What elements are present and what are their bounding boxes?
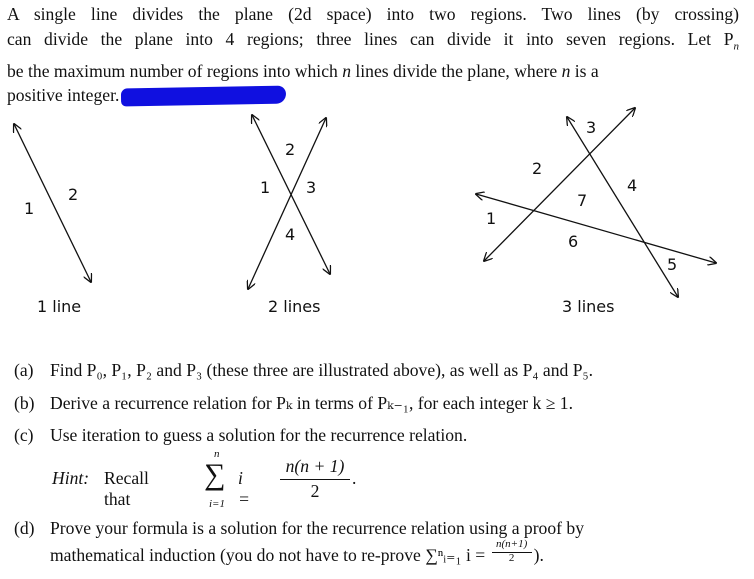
question-d-line-2: [50, 538, 544, 566]
figure3-line-b: [484, 108, 638, 261]
hint-numerator: n(n + 1): [285, 456, 345, 476]
summation-sign: ∑: [204, 458, 226, 491]
caption-1-line: 1 line: [37, 297, 82, 316]
question-a: [14, 360, 593, 381]
intro-line-2-sub: n: [733, 40, 739, 53]
intro-line-4-text: positive integer.: [7, 85, 120, 106]
question-a-text: Find P₀, P₁, P₂ and P₃ (these three are illustrated above), as well as P₄ and P₅.: [50, 360, 594, 380]
fig1-region-1: 1: [24, 199, 35, 218]
intro-line-3a: be the maximum number of regions into which: [7, 60, 343, 81]
intro-line-3c: is a: [570, 60, 599, 81]
caption-3-lines: 3 lines: [562, 297, 615, 316]
intro-var-n2: n: [561, 60, 571, 81]
fig3-region-3: 3: [586, 118, 597, 137]
question-b: [14, 393, 573, 414]
fig3-region-5: 5: [667, 255, 678, 274]
question-b-text: Derive a recurrence relation for Pₖ in terms of Pₖ₋₁, for each integer k ≥ 1.: [50, 393, 574, 413]
question-d-text-1: Prove your formula is a solution for the recurrence relation using a proof by: [50, 518, 585, 538]
fig3-region-6: 6: [568, 232, 579, 251]
intro-line-3: [7, 59, 739, 84]
question-c: [14, 425, 467, 446]
question-c-text: Use iteration to guess a solution for the recurrence relation.: [50, 425, 468, 445]
fig2-region-4: 4: [285, 225, 296, 244]
fig2-region-1: 1: [260, 178, 271, 197]
sum-upper-limit: n: [214, 448, 220, 460]
question-d-tag: (d): [14, 518, 35, 538]
question-d-end: ).: [533, 545, 544, 565]
hint-fraction-bar: [280, 479, 350, 480]
hint-denominator: 2: [310, 481, 320, 501]
d-numerator: n(n+1): [495, 538, 528, 550]
problem-intro: [7, 2, 739, 108]
question-a-tag: (a): [14, 360, 34, 380]
intro-line-3b: lines divide the plane, where: [351, 60, 562, 81]
fig3-region-7: 7: [577, 191, 588, 210]
hint-summand: i =: [238, 468, 250, 509]
fig3-region-1: 1: [486, 209, 497, 228]
question-b-tag: (b): [14, 393, 35, 413]
d-fraction: [490, 538, 534, 564]
hint-label: Hint:: [52, 468, 90, 488]
question-c-tag: (c): [14, 425, 34, 445]
caption-2-lines: 2 lines: [268, 297, 321, 316]
intro-line-1: A single line divides the plane (2d space) into two regions. Two lines (by crossing): [7, 4, 739, 24]
fig1-region-2: 2: [68, 185, 79, 204]
intro-line-2-text: can divide the plane into 4 regions; three lines can divide it into seven regions. Let P: [7, 28, 734, 49]
hint-period: .: [352, 468, 357, 488]
sum-lower-limit: i=1: [209, 498, 225, 510]
lines-figure: [0, 100, 754, 300]
question-d-text-2: mathematical induction (you do not have to re-prove ∑ⁿᵢ₌₁ i =: [50, 545, 490, 565]
fig2-region-2: 2: [285, 140, 296, 159]
fig3-region-2: 2: [532, 159, 543, 178]
question-d: [14, 518, 584, 539]
d-denominator: 2: [508, 552, 515, 564]
figure3-line-a: [476, 194, 716, 263]
fig3-region-4: 4: [627, 176, 638, 195]
fig2-region-3: 3: [306, 178, 317, 197]
intro-line-2: [7, 27, 739, 59]
hint-text: Recall that: [104, 468, 149, 509]
intro-var-n1: n: [342, 60, 351, 81]
